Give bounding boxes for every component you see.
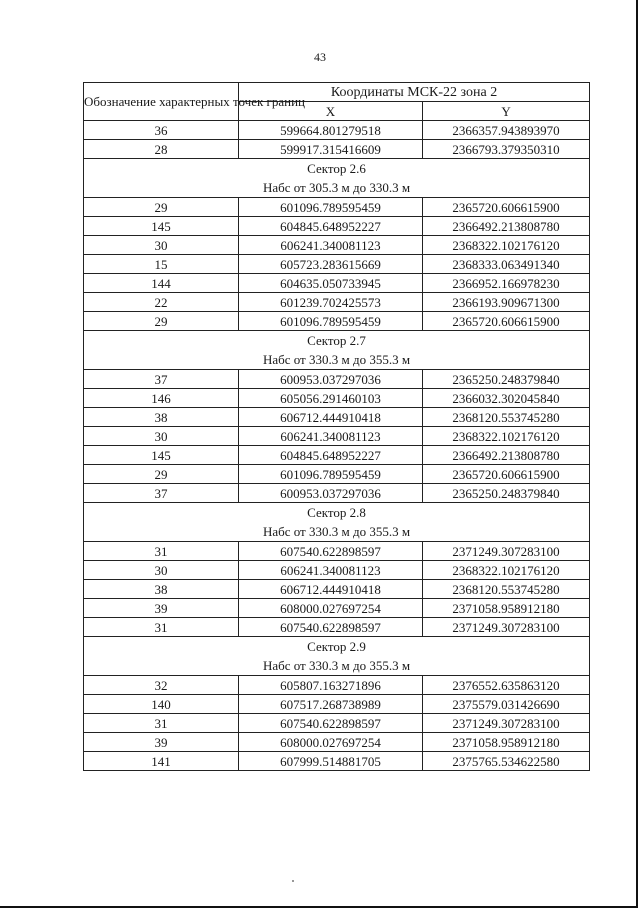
table-row	[84, 599, 590, 618]
y-coordinate-cell: 2371249.307283100	[423, 618, 590, 637]
x-coordinate-cell: 599664.801279518	[239, 121, 423, 140]
point-number-cell: 32	[84, 676, 239, 695]
y-coordinate-cell: 2375765.534622580	[423, 752, 590, 771]
x-coordinate-cell: 608000.027697254	[239, 733, 423, 752]
point-number-cell: 31	[84, 542, 239, 561]
x-coordinate-cell: 600953.037297036	[239, 484, 423, 503]
x-coordinate-cell: 606712.444910418	[239, 580, 423, 599]
table-row	[84, 217, 590, 236]
point-number-cell: 22	[84, 293, 239, 312]
table-row	[84, 312, 590, 331]
table-row	[84, 695, 590, 714]
point-number-cell: 37	[84, 484, 239, 503]
point-number-cell: 145	[84, 217, 239, 236]
point-number-cell: 144	[84, 274, 239, 293]
scan-speck	[292, 880, 294, 882]
point-number-cell: 30	[84, 236, 239, 255]
x-coordinate-cell: 605056.291460103	[239, 389, 423, 408]
sector-title: Сектор 2.7	[84, 331, 590, 351]
coordinates-table	[83, 82, 590, 771]
sector-title: Сектор 2.8	[84, 503, 590, 523]
point-number-cell: 38	[84, 408, 239, 427]
y-coordinate-cell: 2365720.606615900	[423, 465, 590, 484]
y-coordinate-cell: 2366357.943893970	[423, 121, 590, 140]
y-coordinate-cell: 2368322.102176120	[423, 561, 590, 580]
point-number-cell: 29	[84, 312, 239, 331]
x-coordinate-cell: 601096.789595459	[239, 465, 423, 484]
point-number-cell: 146	[84, 389, 239, 408]
point-number-cell: 29	[84, 465, 239, 484]
table-row	[84, 198, 590, 217]
sector-title: Сектор 2.9	[84, 637, 590, 657]
point-number-cell: 38	[84, 580, 239, 599]
x-coordinate-cell: 606241.340081123	[239, 236, 423, 255]
table-row	[84, 427, 590, 446]
table-row	[84, 408, 590, 427]
x-coordinate-cell: 601096.789595459	[239, 312, 423, 331]
x-coordinate-cell: 607540.622898597	[239, 542, 423, 561]
y-coordinate-cell: 2365250.248379840	[423, 484, 590, 503]
page-number: 43	[314, 50, 326, 64]
y-coordinate-cell: 2371249.307283100	[423, 542, 590, 561]
y-coordinate-cell: 2366952.166978230	[423, 274, 590, 293]
sector-title-row	[84, 637, 590, 657]
x-coordinate-cell: 606241.340081123	[239, 561, 423, 580]
y-coordinate-cell: 2368120.553745280	[423, 580, 590, 599]
table-row	[84, 121, 590, 140]
y-coordinate-cell: 2368322.102176120	[423, 427, 590, 446]
point-number-cell: 145	[84, 446, 239, 465]
y-coordinate-cell: 2368322.102176120	[423, 236, 590, 255]
table-row	[84, 618, 590, 637]
y-coordinate-cell: 2366492.213808780	[423, 217, 590, 236]
y-coordinate-cell: 2371249.307283100	[423, 714, 590, 733]
table-row	[84, 676, 590, 695]
x-coordinate-cell: 599917.315416609	[239, 140, 423, 159]
sector-height-range: Набс от 330.3 м до 355.3 м	[84, 656, 590, 676]
point-number-cell: 140	[84, 695, 239, 714]
y-coordinate-cell: 2366193.909671300	[423, 293, 590, 312]
x-coordinate-cell: 604845.648952227	[239, 217, 423, 236]
point-number-cell: 28	[84, 140, 239, 159]
table-row	[84, 236, 590, 255]
x-column-header: X	[239, 102, 423, 121]
sector-range-row	[84, 178, 590, 198]
table-row	[84, 561, 590, 580]
sector-height-range: Набс от 330.3 м до 355.3 м	[84, 350, 590, 370]
y-coordinate-cell: 2371058.958912180	[423, 733, 590, 752]
y-coordinate-cell: 2371058.958912180	[423, 599, 590, 618]
table-row	[84, 255, 590, 274]
x-coordinate-cell: 605723.283615669	[239, 255, 423, 274]
sector-range-row	[84, 656, 590, 676]
table-row	[84, 293, 590, 312]
table-row	[84, 714, 590, 733]
sector-title-row	[84, 503, 590, 523]
point-number-cell: 141	[84, 752, 239, 771]
table-row	[84, 580, 590, 599]
y-coordinate-cell: 2368333.063491340	[423, 255, 590, 274]
sector-title-row	[84, 159, 590, 179]
y-coordinate-cell: 2376552.635863120	[423, 676, 590, 695]
table-row	[84, 465, 590, 484]
y-column-header: Y	[423, 102, 590, 121]
table-row	[84, 484, 590, 503]
y-coordinate-cell: 2366032.302045840	[423, 389, 590, 408]
table-row	[84, 733, 590, 752]
table-row	[84, 389, 590, 408]
x-coordinate-cell: 604845.648952227	[239, 446, 423, 465]
table-row	[84, 446, 590, 465]
x-coordinate-cell: 606712.444910418	[239, 408, 423, 427]
x-coordinate-cell: 605807.163271896	[239, 676, 423, 695]
x-coordinate-cell: 607540.622898597	[239, 618, 423, 637]
y-coordinate-cell: 2368120.553745280	[423, 408, 590, 427]
point-designation-header: Обозначение характерных точек границ	[84, 83, 239, 121]
x-coordinate-cell: 607999.514881705	[239, 752, 423, 771]
table-body	[84, 121, 590, 771]
sector-range-row	[84, 350, 590, 370]
point-number-cell: 39	[84, 733, 239, 752]
table-row	[84, 140, 590, 159]
point-number-cell: 30	[84, 427, 239, 446]
y-coordinate-cell: 2365720.606615900	[423, 198, 590, 217]
point-number-cell: 31	[84, 714, 239, 733]
x-coordinate-cell: 606241.340081123	[239, 427, 423, 446]
sector-height-range: Набс от 305.3 м до 330.3 м	[84, 178, 590, 198]
y-coordinate-cell: 2375579.031426690	[423, 695, 590, 714]
point-number-cell: 29	[84, 198, 239, 217]
x-coordinate-cell: 601096.789595459	[239, 198, 423, 217]
sector-range-row	[84, 522, 590, 542]
coordinates-header: Координаты МСК-22 зона 2	[239, 83, 590, 102]
point-number-cell: 36	[84, 121, 239, 140]
x-coordinate-cell: 608000.027697254	[239, 599, 423, 618]
point-number-cell: 37	[84, 370, 239, 389]
y-coordinate-cell: 2365250.248379840	[423, 370, 590, 389]
y-coordinate-cell: 2365720.606615900	[423, 312, 590, 331]
table-row	[84, 542, 590, 561]
point-number-cell: 31	[84, 618, 239, 637]
x-coordinate-cell: 600953.037297036	[239, 370, 423, 389]
x-coordinate-cell: 601239.702425573	[239, 293, 423, 312]
table-row	[84, 370, 590, 389]
y-coordinate-cell: 2366793.379350310	[423, 140, 590, 159]
x-coordinate-cell: 607517.268738989	[239, 695, 423, 714]
table-row	[84, 274, 590, 293]
sector-height-range: Набс от 330.3 м до 355.3 м	[84, 522, 590, 542]
table-row	[84, 752, 590, 771]
point-number-cell: 15	[84, 255, 239, 274]
x-coordinate-cell: 607540.622898597	[239, 714, 423, 733]
y-coordinate-cell: 2366492.213808780	[423, 446, 590, 465]
point-number-cell: 39	[84, 599, 239, 618]
point-number-cell: 30	[84, 561, 239, 580]
x-coordinate-cell: 604635.050733945	[239, 274, 423, 293]
sector-title-row	[84, 331, 590, 351]
sector-title: Сектор 2.6	[84, 159, 590, 179]
